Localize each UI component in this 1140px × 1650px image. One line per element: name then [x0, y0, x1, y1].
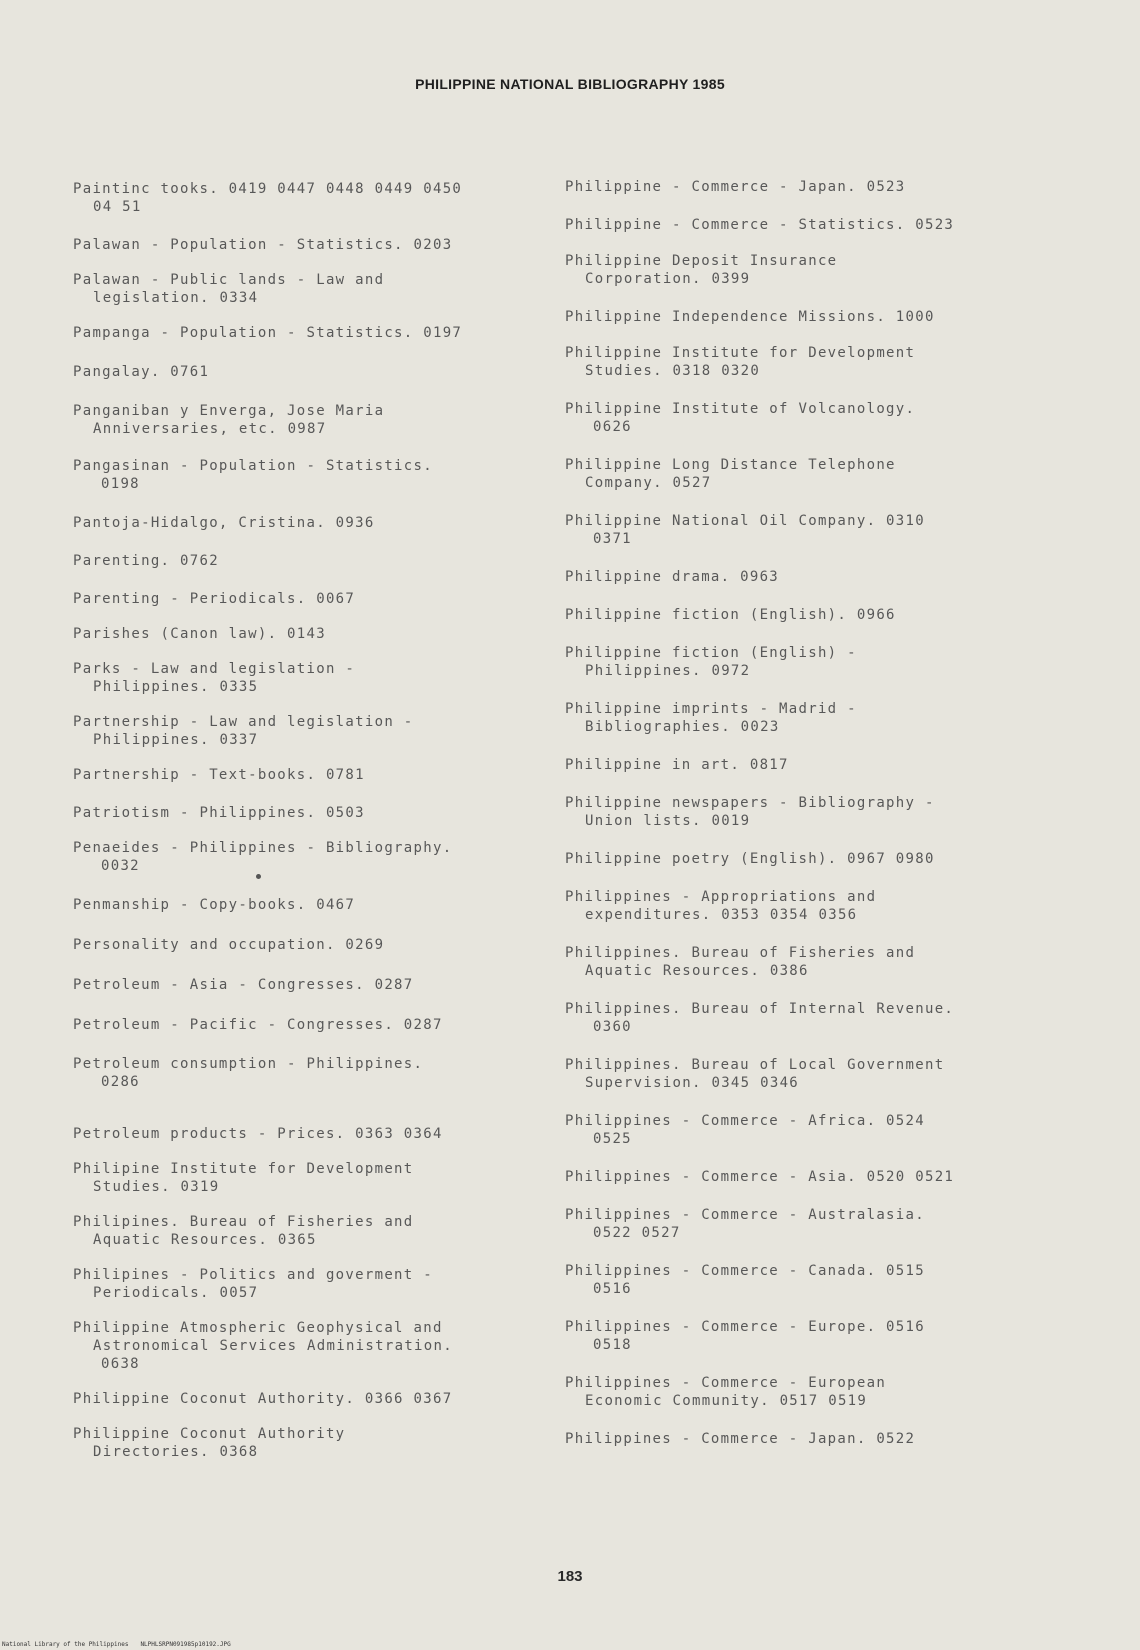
entry-line-continued: Studies. 0318 0320 [585, 363, 761, 379]
entry-line: Philippine drama. 0963 [565, 569, 780, 585]
entry-line-continued: Corporation. 0399 [585, 271, 751, 287]
entry-line: Philippine Institute for Development [565, 345, 916, 361]
entry-line-continued: Aquatic Resources. 0365 [93, 1232, 317, 1248]
entry-line: Philipine Institute for Development [73, 1161, 414, 1177]
index-entry [73, 936, 533, 954]
entry-line: Parenting - Periodicals. 0067 [73, 591, 356, 607]
entry-line: Philippine Coconut Authority [73, 1426, 346, 1442]
entry-line: Pampanga - Population - Statistics. 0197 [73, 325, 463, 341]
entry-line-continued: Bibliographies. 0023 [585, 719, 780, 735]
entry-line: Philippine Atmospheric Geophysical and [73, 1320, 443, 1336]
index-entry [73, 1055, 533, 1091]
index-entry [73, 457, 533, 493]
entry-line-continued: 0198 [101, 476, 140, 492]
index-column-left [73, 180, 533, 1461]
entry-line: Philippine Deposit Insurance [565, 253, 838, 269]
index-entry [565, 1112, 1120, 1148]
index-entry [73, 1016, 533, 1034]
index-entry [565, 400, 1120, 436]
ink-speck [256, 874, 261, 879]
index-entry [565, 456, 1120, 492]
entry-line-continued: Periodicals. 0057 [93, 1285, 259, 1301]
entry-line: Philippines - Commerce - European [565, 1375, 887, 1391]
index-entry [565, 888, 1120, 924]
entry-line: Petroleum products - Prices. 0363 0364 [73, 1126, 443, 1142]
index-entry [565, 794, 1120, 830]
entry-line-continued: Aquatic Resources. 0386 [585, 963, 809, 979]
entry-line-continued: 0516 [593, 1281, 632, 1297]
index-entry [565, 178, 1120, 196]
entry-line: Pangalay. 0761 [73, 364, 210, 380]
index-entry [73, 1125, 533, 1143]
entry-line: Partnership - Law and legislation - [73, 714, 414, 730]
entry-line: Philippines - Commerce - Canada. 0515 [565, 1263, 925, 1279]
index-entry [565, 756, 1120, 774]
index-entry [565, 308, 1120, 326]
index-entry [73, 713, 533, 749]
entry-line-continued: Studies. 0319 [93, 1179, 220, 1195]
index-entry [73, 804, 533, 822]
entry-line-continued: 0518 [593, 1337, 632, 1353]
entry-line: Partnership - Text-books. 0781 [73, 767, 365, 783]
entry-line-continued: Philippines. 0972 [585, 663, 751, 679]
entry-line: Philippines - Commerce - Europe. 0516 [565, 1319, 925, 1335]
entry-line-continued: 0525 [593, 1131, 632, 1147]
footer-file: NLPHLSRPN091985p10192.JPG [140, 1641, 231, 1648]
entry-line: Panganiban y Enverga, Jose Maria [73, 403, 385, 419]
entry-line-continued: legislation. 0334 [93, 290, 259, 306]
entry-line: Philippine in art. 0817 [565, 757, 789, 773]
entry-line-continued: Union lists. 0019 [585, 813, 751, 829]
index-entry [565, 606, 1120, 624]
page-number: 183 [557, 1568, 583, 1585]
index-entry [73, 1213, 533, 1249]
entry-line: Philippine National Oil Company. 0310 [565, 513, 925, 529]
entry-line: Philippines - Appropriations and [565, 889, 877, 905]
entry-line: Parishes (Canon law). 0143 [73, 626, 326, 642]
index-entry [73, 1266, 533, 1302]
index-entry [73, 363, 533, 381]
scan-footer [2, 1641, 231, 1648]
index-entry [73, 660, 533, 696]
entry-line: Pantoja-Hidalgo, Cristina. 0936 [73, 515, 375, 531]
entry-line-continued: 0522 0527 [593, 1225, 681, 1241]
entry-line: Philippine - Commerce - Statistics. 0523 [565, 217, 955, 233]
entry-line: Philippines - Commerce - Japan. 0522 [565, 1431, 916, 1447]
entry-line: Philippine fiction (English). 0966 [565, 607, 896, 623]
entry-line: Personality and occupation. 0269 [73, 937, 385, 953]
entry-line: Penmanship - Copy-books. 0467 [73, 897, 356, 913]
entry-line-continued: expenditures. 0353 0354 0356 [585, 907, 858, 923]
index-entry [565, 1206, 1120, 1242]
index-entry [565, 1000, 1120, 1036]
index-entry [73, 271, 533, 307]
entry-line-continued: Company. 0527 [585, 475, 712, 491]
index-entry [73, 590, 533, 608]
index-entry [73, 1425, 533, 1461]
index-entry [73, 1390, 533, 1408]
index-entry [565, 216, 1120, 234]
index-entry [565, 1374, 1120, 1410]
entry-line: Philippines. Bureau of Fisheries and [565, 945, 916, 961]
index-entry [73, 1160, 533, 1196]
index-entry [565, 1430, 1120, 1448]
entry-line: Philippine Institute of Volcanology. [565, 401, 916, 417]
entry-line: Philippine poetry (English). 0967 0980 [565, 851, 935, 867]
entry-line-continued: Philippines. 0335 [93, 679, 259, 695]
index-entry [565, 1168, 1120, 1186]
index-entry [565, 944, 1120, 980]
footer-library: National Library of the Philippines [2, 1641, 129, 1648]
index-entry [565, 344, 1120, 380]
index-column-right [565, 178, 1120, 1448]
entry-line-continued: Supervision. 0345 0346 [585, 1075, 800, 1091]
entry-line: Petroleum consumption - Philippines. [73, 1056, 424, 1072]
index-entry [73, 896, 533, 914]
entry-line: Philippine Coconut Authority. 0366 0367 [73, 1391, 453, 1407]
entry-line: Parenting. 0762 [73, 553, 219, 569]
entry-line: Parks - Law and legislation - [73, 661, 356, 677]
entry-line: Philippine Long Distance Telephone [565, 457, 896, 473]
entry-line-continued: Anniversaries, etc. 0987 [93, 421, 327, 437]
index-entry [565, 1262, 1120, 1298]
entry-line: Philippines. Bureau of Local Government [565, 1057, 945, 1073]
entry-line-continued: 0371 [593, 531, 632, 547]
entry-line: Patriotism - Philippines. 0503 [73, 805, 365, 821]
entry-line: Palawan - Population - Statistics. 0203 [73, 237, 453, 253]
entry-line: Philipines - Politics and goverment - [73, 1267, 433, 1283]
index-entry [73, 514, 533, 532]
index-entry [73, 1319, 533, 1373]
index-entry [565, 644, 1120, 680]
entry-line: Pangasinan - Population - Statistics. [73, 458, 433, 474]
entry-line: Palawan - Public lands - Law and [73, 272, 385, 288]
entry-line: Petroleum - Pacific - Congresses. 0287 [73, 1017, 443, 1033]
entry-line: Philippines - Commerce - Australasia. [565, 1207, 925, 1223]
entry-line-continued: 0638 [101, 1356, 140, 1372]
entry-line: Philippine fiction (English) - [565, 645, 857, 661]
entry-line: Philippines - Commerce - Asia. 0520 0521 [565, 1169, 955, 1185]
index-entry [565, 512, 1120, 548]
entry-line: Philippine imprints - Madrid - [565, 701, 857, 717]
index-entry [73, 236, 533, 254]
entry-line: Philippines. Bureau of Internal Revenue. [565, 1001, 955, 1017]
index-entry [73, 324, 533, 342]
page-title: PHILIPPINE NATIONAL BIBLIOGRAPHY 1985 [415, 76, 725, 92]
entry-line-continued: 0360 [593, 1019, 632, 1035]
entry-line: Philippine Independence Missions. 1000 [565, 309, 935, 325]
entry-line: Petroleum - Asia - Congresses. 0287 [73, 977, 414, 993]
entry-line-continued: 0626 [593, 419, 632, 435]
entry-line-continued: 0286 [101, 1074, 140, 1090]
entry-line: Philippine - Commerce - Japan. 0523 [565, 179, 906, 195]
index-entry [73, 552, 533, 570]
index-entry [73, 839, 533, 875]
entry-line: Paintinc tooks. 0419 0447 0448 0449 0450 [73, 181, 463, 197]
index-entry [565, 568, 1120, 586]
index-entry [565, 252, 1120, 288]
index-entry [73, 976, 533, 994]
index-entry [565, 700, 1120, 736]
entry-line-continued: 04 51 [93, 199, 142, 215]
index-entry [565, 1056, 1120, 1092]
index-entry [73, 180, 533, 216]
entry-line: Penaeides - Philippines - Bibliography. [73, 840, 453, 856]
entry-line-continued: Directories. 0368 [93, 1444, 259, 1460]
index-entry [565, 850, 1120, 868]
entry-line: Philipines. Bureau of Fisheries and [73, 1214, 414, 1230]
index-entry [73, 766, 533, 784]
index-entry [73, 402, 533, 438]
entry-line-continued: Astronomical Services Administration. [93, 1338, 453, 1354]
entry-line: Philippine newspapers - Bibliography - [565, 795, 935, 811]
entry-line-continued: Economic Community. 0517 0519 [585, 1393, 868, 1409]
index-entry [73, 625, 533, 643]
entry-line: Philippines - Commerce - Africa. 0524 [565, 1113, 925, 1129]
entry-line-continued: 0032 [101, 858, 140, 874]
index-entry [565, 1318, 1120, 1354]
entry-line-continued: Philippines. 0337 [93, 732, 259, 748]
